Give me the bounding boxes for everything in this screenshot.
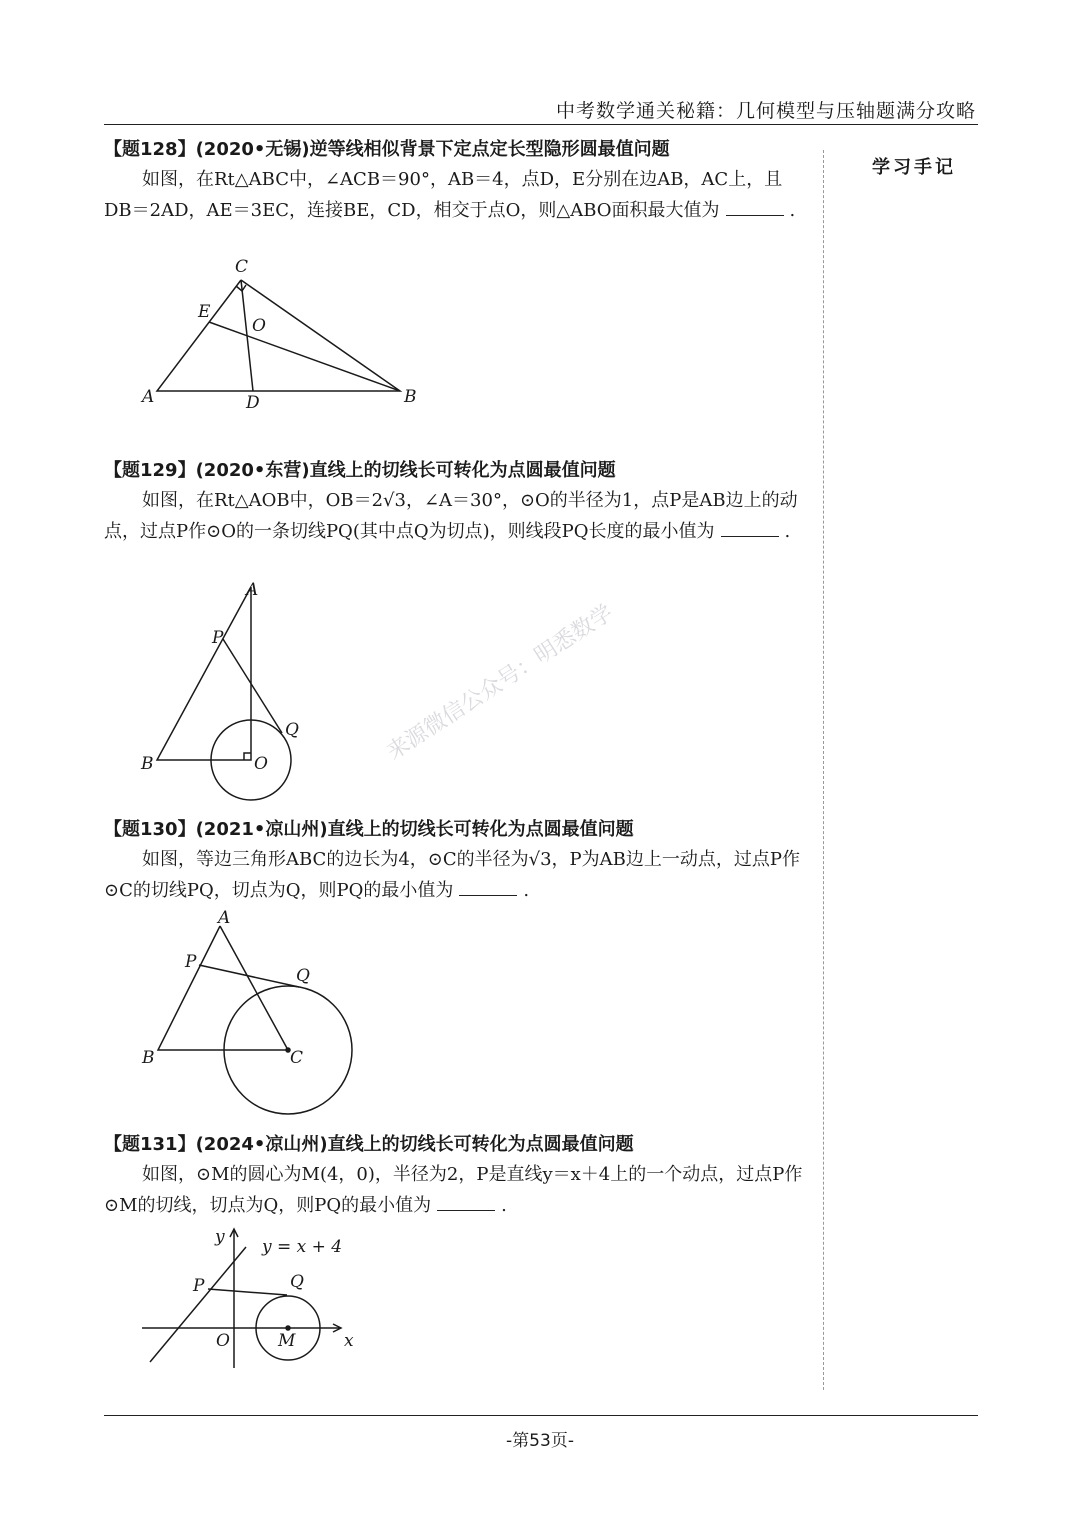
figure-130 [130, 905, 370, 1115]
line-y-eq-x-plus-4 [150, 1247, 246, 1362]
figure-129 [130, 575, 330, 795]
book-title: 中考数学通关秘籍：几何模型与压轴题满分攻略 [555, 100, 976, 122]
problem-text [104, 1160, 808, 1221]
problem-text [104, 845, 808, 906]
problem-title: 【题130】(2021•凉山州)直线上的切线长可转化为点圆最值问题 [104, 819, 634, 840]
problem-title: 【题128】(2020•无锡)逆等线相似背景下定点定长型隐形圆最值问题 [104, 139, 670, 160]
label-q: Q [296, 966, 310, 986]
label-o: O [252, 316, 266, 336]
label-m: M [278, 1331, 296, 1351]
problem-130 [104, 815, 808, 906]
answer-blank [721, 518, 779, 537]
label-d: D [246, 393, 260, 413]
label-q: Q [290, 1272, 304, 1292]
period: . [784, 520, 791, 542]
label-c: C [235, 257, 249, 277]
triangle-abc [158, 926, 288, 1050]
label-y: y [215, 1227, 225, 1247]
problem-statement: 如图，⊙M的圆心为M(4，0)，半径为2，P是直线y＝x＋4上的一个动点，过点P作⊙M的切线，切点为Q，则PQ的最小值为 [104, 1164, 803, 1216]
problem-text [104, 486, 808, 547]
period: . [501, 1194, 507, 1216]
notes-divider [823, 150, 824, 1390]
segment-pq [223, 639, 282, 733]
label-a: A [218, 908, 231, 928]
label-p: P [212, 628, 224, 648]
point-m [286, 1326, 290, 1330]
segment-pq [199, 965, 299, 987]
problem-title: 【题131】(2024•凉山州)直线上的切线长可转化为点圆最值问题 [104, 1134, 634, 1155]
figure-128 [130, 255, 430, 420]
triangle-abc [157, 280, 400, 391]
problem-title: 【题129】(2020•东营)直线上的切线长可转化为点圆最值问题 [104, 460, 616, 481]
answer-blank [437, 1192, 495, 1211]
problem-statement: 如图，在Rt△ABC中，∠ACB＝90°，AB＝4，点D，E分别在边AB，AC上，且DB＝2AD，AE＝3EC，连接BE，CD，相交于点O，则△ABO面积最大值为 [104, 169, 783, 221]
problem-128 [104, 135, 808, 226]
label-b: B [141, 754, 154, 774]
label-o: O [216, 1331, 230, 1351]
problem-131 [104, 1130, 808, 1221]
answer-blank [459, 877, 517, 896]
label-o: O [254, 754, 268, 774]
segment-be [209, 322, 400, 391]
problem-129 [104, 456, 808, 547]
line-label: y = x + 4 [262, 1237, 343, 1257]
period: . [789, 199, 796, 221]
label-a: A [246, 580, 259, 600]
label-q: Q [285, 720, 299, 740]
page-number: -第53页- [506, 1431, 574, 1451]
period: . [523, 879, 530, 901]
triangle-aob [157, 587, 251, 760]
right-angle-mark [244, 753, 251, 760]
figure-131 [130, 1222, 380, 1372]
notes-title: 学习手记 [872, 157, 956, 178]
segment-pq [208, 1289, 287, 1295]
label-p: P [193, 1276, 205, 1296]
footer-rule [104, 1415, 978, 1416]
label-a: A [142, 387, 155, 407]
label-b: B [404, 387, 417, 407]
problem-statement: 如图，等边三角形ABC的边长为4，⊙C的半径为√3，P为AB边上一动点，过点P作⊙C的切线PQ，切点为Q，则PQ的最小值为 [104, 849, 801, 901]
header-rule [104, 124, 978, 125]
watermark: 来源微信公众号：明悉数学 [382, 600, 618, 766]
label-b: B [142, 1048, 155, 1068]
label-x: x [344, 1331, 354, 1351]
label-e: E [198, 302, 211, 322]
label-p: P [185, 952, 197, 972]
answer-blank [726, 197, 784, 216]
label-c: C [290, 1048, 304, 1068]
problem-text [104, 165, 808, 226]
problem-statement: 如图，在Rt△AOB中，OB＝2√3，∠A＝30°，⊙O的半径为1，点P是AB边上的动点，过点P作⊙O的一条切线PQ(其中点Q为切点)，则线段PQ长度的最小值为 [104, 490, 798, 542]
